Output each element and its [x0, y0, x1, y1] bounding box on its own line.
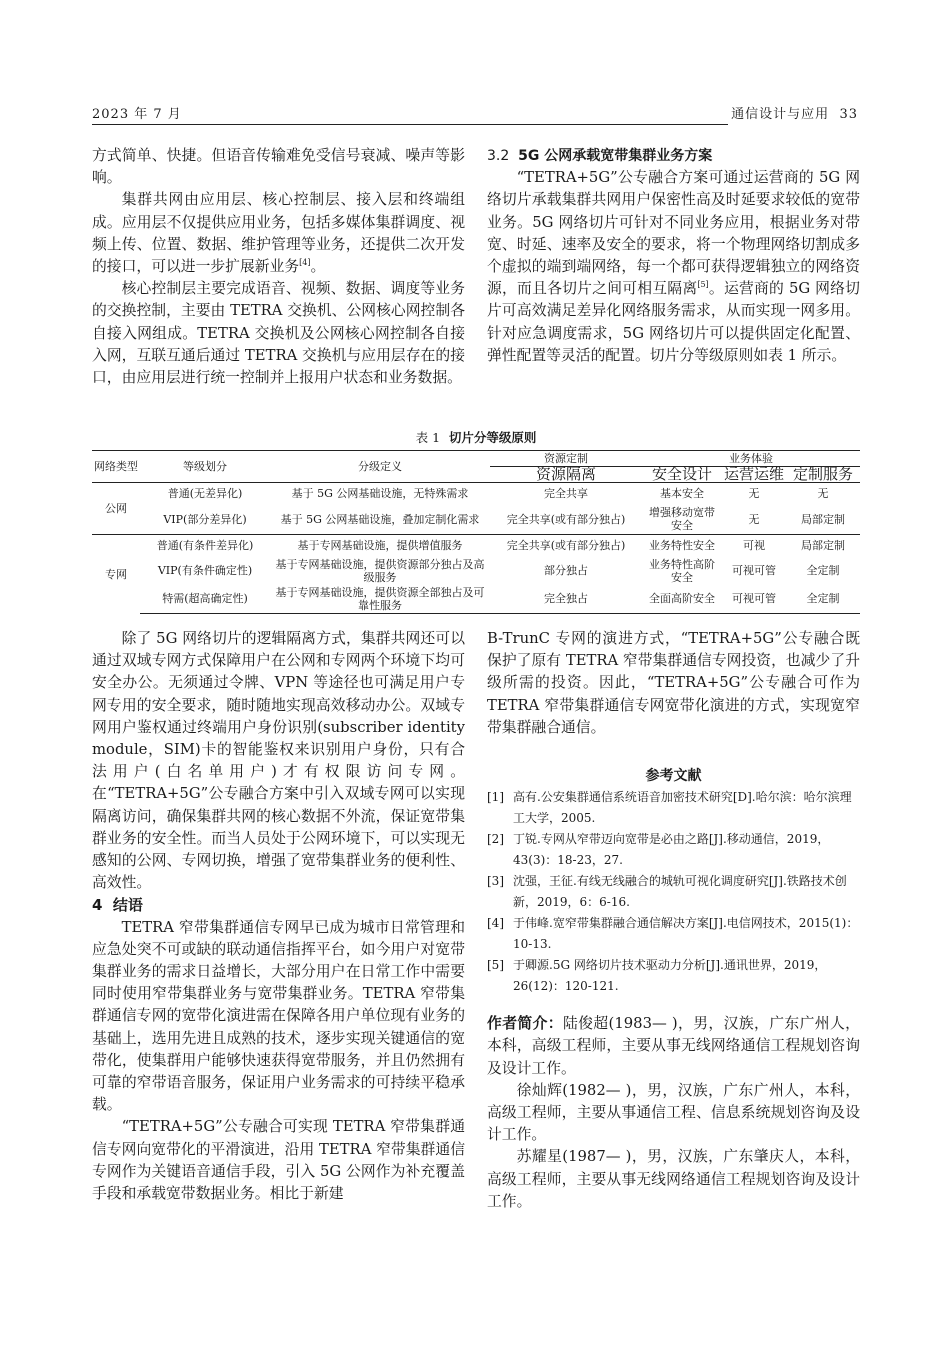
- reference-list: [487, 787, 860, 997]
- isolation-cell: 完全共享(或有部分独占): [506, 539, 626, 553]
- security-cell: 增强移动宽带安全: [642, 505, 722, 535]
- paragraph: TETRA 窄带集群通信专网早已成为城市日常管理和应急处突不可或缺的联动通信指挥平台，如今用户对宽带集群业务的需求日益增长，大部分用户在日常工作中需要同时使用窄带集群业务与宽带集群业务。TETRA 窄带集群通信专网的宽带化演进需在保障各用户单位现有业务的基础上，选用先进且成熟的技术，逐步实现关键通信的宽带化，使集群用户能够快速获得宽带服务，并且仍然拥有可靠的窄带语音服务，保证用户业务需求的可持续平稳承载。: [92, 918, 465, 1114]
- reference-item: [487, 913, 860, 955]
- reference-item: [487, 829, 860, 871]
- isolation-cell: 完全共享(或有部分独占): [490, 505, 642, 535]
- grade-cell: 普通(无差异化): [167, 487, 243, 501]
- section-heading: [92, 894, 465, 916]
- author-bio: 苏耀星(1987— )，男，汉族，广东肇庆人，本科，高级工程师，主要从事无线网络通信工程规划咨询及设计工作。: [487, 1148, 860, 1210]
- journal-name: 通信设计与应用: [731, 107, 830, 122]
- isolation-cell: 完全共享: [544, 487, 588, 501]
- journal-info: [731, 103, 858, 122]
- paragraph-text: 。运营商的 5G 网络切片可高效满足差异化网络服务需求，从而实现一网多用。针对应急调度需求，5G 网络切片可以提供固定化配置、弹性配置等灵活的配置。切片分等级原则如表 1 所示。: [487, 280, 860, 364]
- custom-cell: 全定制: [806, 564, 840, 577]
- table-row: [92, 483, 860, 505]
- author-bio: [487, 1013, 860, 1080]
- grade-cell: VIP(有条件确定性): [157, 564, 253, 577]
- security-cell: 全面高阶安全: [642, 585, 722, 614]
- table-number: 表 1: [415, 430, 441, 445]
- citation: [5]: [697, 280, 709, 290]
- security-cell: 业务特性安全: [649, 539, 715, 553]
- custom-cell: 无: [817, 487, 829, 501]
- table-title: 切片分等级原则: [448, 430, 537, 445]
- isolation-cell: 完全独占: [490, 585, 642, 614]
- header-isolation: 资源隔离: [490, 467, 642, 483]
- table-row: [92, 505, 860, 535]
- header-rule: [92, 124, 728, 125]
- citation: [4]: [299, 258, 311, 268]
- paragraph-text: 集群共网由应用层、核心控制层、接入层和终端组成。应用层不仅提供应用业务，包括多媒体集群调度、视频上传、位置、数据、维护管理等业务，还提供二次开发的接口，可以进一步扩展新业务: [92, 191, 465, 276]
- header-security: 安全设计: [642, 467, 722, 483]
- paragraph: B-TrunC 专网的演进方式，“TETRA+5G”公专融合既保护了原有 TETRA 窄带集群通信专网投资，也减少了升级所需的投资。因此，“TETRA+5G”公专融合可作为 TETRA 窄带集群通信专网宽带化演进的方式，实现宽窄带集群融合通信。: [487, 630, 860, 736]
- author-bio-text: 陆俊超(1983— )，男，汉族，广东广州人，本科，高级工程师，主要从事无线网络通信工程规划咨询及设计工作。: [487, 1015, 860, 1077]
- section-title: 5G 公网承载宽带集群业务方案: [518, 148, 713, 164]
- reference-text: 于卿源.5G 网络切片技术驱动力分析[J].通讯世界，2019，26(12)：120-121.: [513, 958, 827, 994]
- reference-number: [3]: [487, 874, 504, 889]
- paragraph: [487, 167, 860, 367]
- table-row: [92, 535, 860, 557]
- header-grade: 等级划分: [140, 451, 270, 483]
- section-heading: [487, 145, 860, 167]
- reference-text: 于伟峰.宽窄带集群融合通信解决方案[J].电信网技术，2015(1)：10-13.: [513, 916, 859, 952]
- header-experience: 业务体验: [642, 451, 860, 467]
- reference-number: [2]: [487, 832, 504, 847]
- grade-cell: VIP(部分差异化): [140, 505, 270, 535]
- bottom-left-column: [92, 628, 465, 1205]
- header-resource: 资源定制: [490, 451, 642, 467]
- paragraph-text: “TETRA+5G”公专融合方案可通过运营商的 5G 网络切片承载集群共网用户保密性高及时延要求较低的宽带业务。5G 网络切片可针对不同业务应用，根据业务对带宽、时延、速率及安全的要求，将一个物理网络切割成多个虚拟的端到端网络，每一个都可获得逻辑独立的网络资源，而且各切片之间可相互隔离: [487, 169, 860, 298]
- reference-item: [487, 787, 860, 829]
- security-cell: 基本安全: [660, 487, 704, 501]
- table-row: [92, 585, 860, 614]
- ops-cell: 可视可管: [732, 564, 776, 577]
- paragraph: 除了 5G 网络切片的逻辑隔离方式，集群共网还可以通过双域专网方式保障用户在公网和专网两个环境下均可安全办公。无须通过令牌、VPN 等途径也可满足用户专网专用的安全要求，随时随地实现高效移动办公。双域专网用户鉴权通过终端用户身份识别(subscriber identity module，SIM)卡的智能鉴权来识别用户身份，只有合法用户(白名单用户)才有权限访问专网。在“TETRA+5G”公专融合方案中引入双域专网可以实现隔离访问，确保集群共网的核心数据不外流，保证宽带集群业务的安全性。而当人员处于公网环境下，可以实现无感知的公网、专网切换，增强了宽带集群业务的便利性、高效性。: [92, 630, 465, 892]
- section-number: 4: [92, 896, 103, 915]
- ops-cell: 可视可管: [722, 585, 786, 614]
- isolation-cell: 部分独占: [544, 564, 588, 577]
- author-bio: 徐灿辉(1982— )，男，汉族，广东广州人，本科，高级工程师，主要从事通信工程、信息系统规划咨询及设计工作。: [487, 1081, 860, 1144]
- paragraph-text: 。: [310, 258, 326, 276]
- ops-cell: 可视: [743, 539, 765, 553]
- definition-cell: 基于专网基础设施，提供增值服务: [297, 539, 463, 553]
- custom-cell: 局部定制: [786, 505, 860, 535]
- issue-date: 2023 年 7 月: [92, 107, 182, 122]
- paragraph: 方式简单、快捷。但语音传输难免受信号衰减、噪声等影响。: [92, 147, 465, 187]
- ops-cell: 无: [748, 487, 760, 501]
- header-ops: 运营运维: [724, 465, 785, 483]
- header-net-type: 网络类型: [92, 451, 140, 483]
- section-number: 3.2: [487, 148, 510, 164]
- slice-grading-table: [92, 450, 860, 614]
- reference-text: 高有.公安集群通信系统语音加密技术研究[D].哈尔滨：哈尔滨理工大学，2005.: [513, 790, 852, 826]
- reference-item: [487, 955, 860, 997]
- reference-text: 丁锐.专网从窄带迈向宽带是必由之路[J].移动通信，2019，43(3)：18-23，27.: [513, 832, 830, 868]
- table-row: [92, 557, 860, 585]
- references-title: 参考文献: [645, 768, 702, 785]
- net-type-cell: 公网: [92, 483, 140, 535]
- header-custom: 定制服务: [786, 467, 860, 483]
- net-type-cell: 专网: [105, 567, 127, 581]
- reference-number: [5]: [487, 958, 504, 973]
- grade-cell: 特需(超高确定性): [140, 585, 270, 614]
- reference-number: [1]: [487, 790, 504, 805]
- bottom-right-column: [487, 628, 860, 1213]
- grade-cell: 普通(有条件差异化): [156, 539, 254, 553]
- top-left-column: [92, 145, 465, 389]
- definition-cell: 基于专网基础设施，提供资源全部独占及可靠性服务: [270, 585, 490, 614]
- paragraph: “TETRA+5G”公专融合可实现 TETRA 窄带集群通信专网向宽带化的平滑演进，沿用 TETRA 窄带集群通信专网作为关键语音通信手段，引入 5G 公网作为补充覆盖手段和承载宽带数据业务。相比于新建: [92, 1118, 465, 1203]
- definition-cell: 基于专网基础设施，提供资源部分独占及高级服务: [275, 557, 485, 584]
- paragraph: 核心控制层主要完成语音、视频、数据、调度等业务的交换控制，主要由 TETRA 交换机、公网核心网控制各自接入网组成。TETRA 交换机及公网核心网控制各自接入网，互联互通后通过 TETRA 交换机与应用层存在的接口，由应用层进行统一控制并上报用户状态和业务数据。: [92, 280, 465, 387]
- section-title: 结语: [112, 896, 143, 915]
- reference-text: 沈强，王征.有线无线融合的城轨可视化调度研究[J].铁路技术创新，2019，6：6-16.: [513, 874, 847, 910]
- definition-cell: 基于 5G 公网基础设施，叠加定制化需求: [270, 505, 490, 535]
- custom-cell: 局部定制: [801, 539, 845, 553]
- custom-cell: 全定制: [786, 585, 860, 614]
- definition-cell: 基于 5G 公网基础设施，无特殊需求: [291, 487, 469, 501]
- reference-number: [4]: [487, 916, 504, 931]
- security-cell: 业务特性高阶安全: [649, 557, 715, 584]
- page-header: [92, 103, 858, 125]
- ops-cell: 无: [722, 505, 786, 535]
- page-number: 33: [839, 107, 858, 122]
- reference-item: [487, 871, 860, 913]
- top-right-column: [487, 145, 860, 367]
- paragraph: [92, 189, 465, 278]
- author-label: 作者简介：: [487, 1015, 563, 1033]
- table-caption: [92, 428, 860, 446]
- header-definition: 分级定义: [270, 451, 490, 483]
